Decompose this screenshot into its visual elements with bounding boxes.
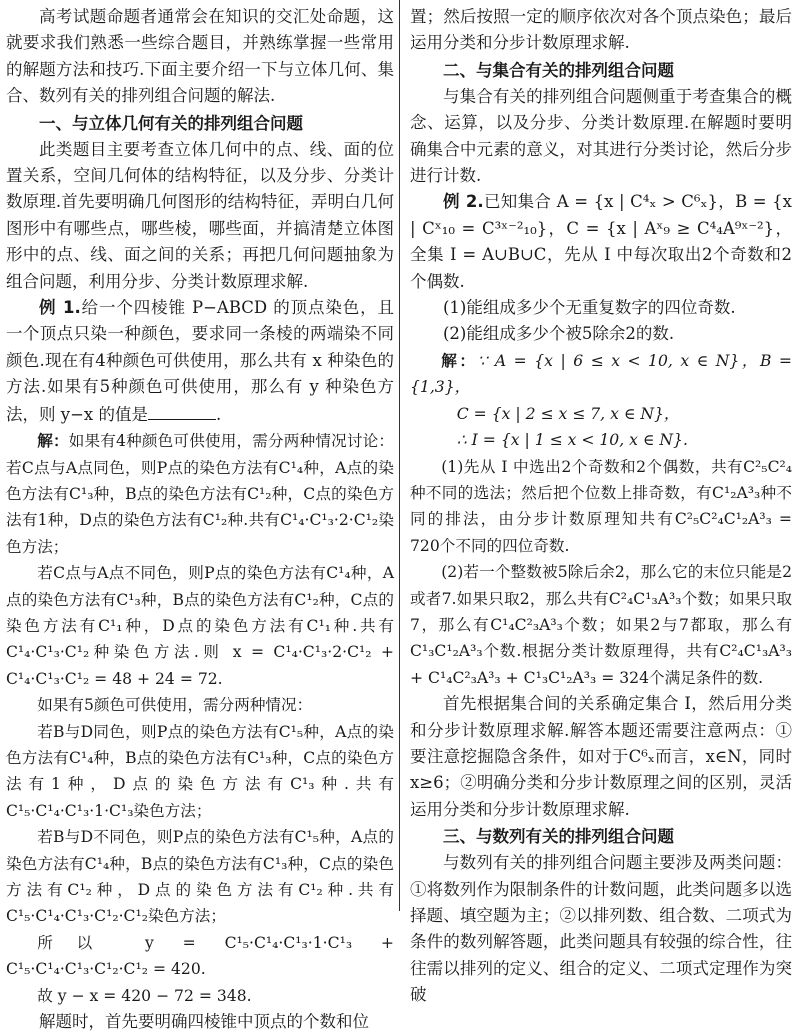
solution2-label: 解： [441, 351, 478, 370]
solution1-p2: 若C点与A点不同色，则P点的染色方法有C¹₄种，A点的染色方法有C¹₃种，B点的染色方法有C¹₂种，C点的染色方法有C¹₁种，D点的染色方法有C¹₁种.共有C¹₄·C¹₃·C¹₂种染色方法.则 x = C¹₄·C¹₃·2·C¹₂ + C¹₄·C¹₃·C¹₂ = 48 + 24 = 72. [6, 564, 394, 688]
answer-blank [148, 401, 216, 420]
closing-paragraph: 解题时，首先要明确四棱锥中顶点的个数和位 [39, 1012, 369, 1032]
example1 [6, 295, 394, 428]
solution2-line3: ∴ I = {x | 1 ≤ x < 10, x ∈ N}. [456, 431, 688, 450]
question2: (2)能组成多少个被5除余2的数. [443, 324, 675, 344]
solution2-line2: C = {x | 2 ≤ x ≤ 7, x ∈ N}， [456, 404, 680, 423]
example2-label: 例 2. [443, 192, 484, 212]
example1-label: 例 1. [39, 298, 81, 318]
example1-end: . [215, 404, 222, 424]
summary-paragraph: 首先根据集合间的关系确定集合 I，然后用分类和分步计数原理求解.解答本题还需要注意两点：①要注意挖掘隐含条件，如对于C⁶ₓ而言，x∈N，同时x≥6；②明确分类和分步计数原理之间的区别，灵活运用分类和分步计数原理求解. [410, 694, 792, 819]
solution2-line1-text: ∵ A = {x | 6 ≤ x < 10, x ∈ N}，B = {1,3}， [410, 351, 792, 397]
section2-intro: 与集合有关的排列组合问题侧重于考查集合的概念、运算，以及分步、分类计数原理.在解题时要明确集合中元素的意义，对其进行分类讨论，然后分步进行计数. [410, 86, 792, 186]
right-column [410, 4, 792, 1009]
solution1-p3: 如果有5颜色可供使用，需分两种情况： [37, 696, 313, 715]
solution1-label: 解： [37, 432, 69, 451]
section1-heading: 一、与立体几何有关的排列组合问题 [39, 113, 303, 133]
section3-heading: 三、与数列有关的排列组合问题 [443, 827, 674, 847]
column-divider [399, 0, 400, 911]
question1: (1)能组成多少个无重复数字的四位奇数. [443, 298, 736, 318]
solution2-p1: (1)先从 I 中选出2个奇数和2个偶数，共有C²₅C²₄种不同的选法；然后把个位数上排奇数，有C¹₂A³₃种不同的排法，由分步计数原理知共有C²₅C²₄C¹₂A³₃ = 720个不同的四位奇数. [410, 457, 792, 555]
solution2-p2: (2)若一个整数被5除后余2，那么它的末位只能是2或者7.如果只取2，那么共有C²₄C¹₃A³₃个数；如果只取7，那么有C¹₄C²₃A³₃个数；如果2与7都取，那么有C¹₃C¹₂A³₃个数.根据分类计数原理得，共有C²₄C¹₃A³₃ + C¹₄C²₃A³₃ + C¹₃C¹₂A³₃ = 324个满足条件的数. [410, 563, 792, 687]
solution1 [6, 428, 394, 1009]
solution1-p1 [6, 428, 394, 560]
example1-text: 给一个四棱锥 P−ABCD 的顶点染色，且一个顶点只染一种颜色，要求同一条棱的两端染不同颜色.现在有4种颜色可供使用，那么共有 x 种染色的方法.如果有5种颜色可供使用，那么有 y 种染色方法，则 y−x 的值是 [6, 298, 394, 424]
section2-heading: 二、与集合有关的排列组合问题 [443, 60, 674, 80]
solution1-p4: 若B与D同色，则P点的染色方法有C¹₅种，A点的染色方法有C¹₄种，B点的染色方法有C¹₃种，C点的染色方法有1种，D点的染色方法有C¹₃种.共有C¹₅·C¹₄·C¹₃·1·C¹₃染色方法； [6, 722, 394, 820]
solution2 [410, 348, 792, 691]
solution1-p7: 故 y − x = 420 − 72 = 348. [37, 986, 252, 1005]
solution1-p1-text: 如果有4种颜色可供使用，需分两种情况讨论：若C点与A点同色，则P点的染色方法有C¹₄种，A点的染色方法有C¹₃种，B点的染色方法有C¹₂种，C点的染色方法有1种，D点的染色方法有C¹₂种.共有C¹₄·C¹₃·2·C¹₂染色方法； [6, 432, 394, 556]
section1-intro: 此类题目主要考查立体几何中的点、线、面的位置关系，空间几何体的结构特征，以及分步、分类计数原理.首先要明确几何图形的结构特征，弄明白几何图形中有哪些点，哪些棱，哪些面，并搞清楚立体图形中的点、线、面之间的关系；再把几何问题抽象为组合问题，利用分步、分类计数原理求解. [6, 139, 394, 291]
intro-paragraph: 高考试题命题者通常会在知识的交汇处命题，这就要求我们熟悉一些综合题目，并熟练掌握一些常用的解题方法和技巧.下面主要介绍一下与立体几何、集合、数列有关的排列组合问题的解法. [6, 7, 394, 106]
solution1-p5: 若B与D不同色，则P点的染色方法有C¹₅种，A点的染色方法有C¹₄种，B点的染色方法有C¹₃种，C点的染色方法有C¹₂种，D点的染色方法有C¹₂种.共有C¹₅·C¹₄·C¹₃·C¹₂·C¹₂染色方法； [6, 828, 394, 926]
example2 [410, 189, 792, 295]
solution1-p6: 所以 y = C¹₅·C¹₄·C¹₃·1·C¹₃ + C¹₅·C¹₄·C¹₃·C¹₂·C¹₂ = 420. [6, 933, 394, 979]
left-column [6, 4, 394, 1035]
continuation-paragraph: 置；然后按照一定的顺序依次对各个顶点染色；最后运用分类和分步计数原理求解. [410, 7, 792, 53]
section3-intro: 与数列有关的排列组合问题主要涉及两类问题：①将数列作为限制条件的计数问题，此类问题多以选择题、填空题为主；②以排列数、组合数、二项式为条件的数列解答题，此类问题具有较强的综合性，往往需以排列的定义、组合的定义、二项式定理作为突破 [410, 853, 792, 1005]
solution2-line1 [410, 348, 792, 401]
example2-text: 已知集合 A = {x | C⁴ₓ > C⁶ₓ}，B = {x | Cˣ₁₀ = C³ˣ⁻²₁₀}，C = {x | Aˣ₉ ≥ C⁴₄A⁹ˣ⁻²}，全集 I = A∪B∪C，先从 I 中每次取出2个奇数和2个偶数. [410, 192, 792, 291]
